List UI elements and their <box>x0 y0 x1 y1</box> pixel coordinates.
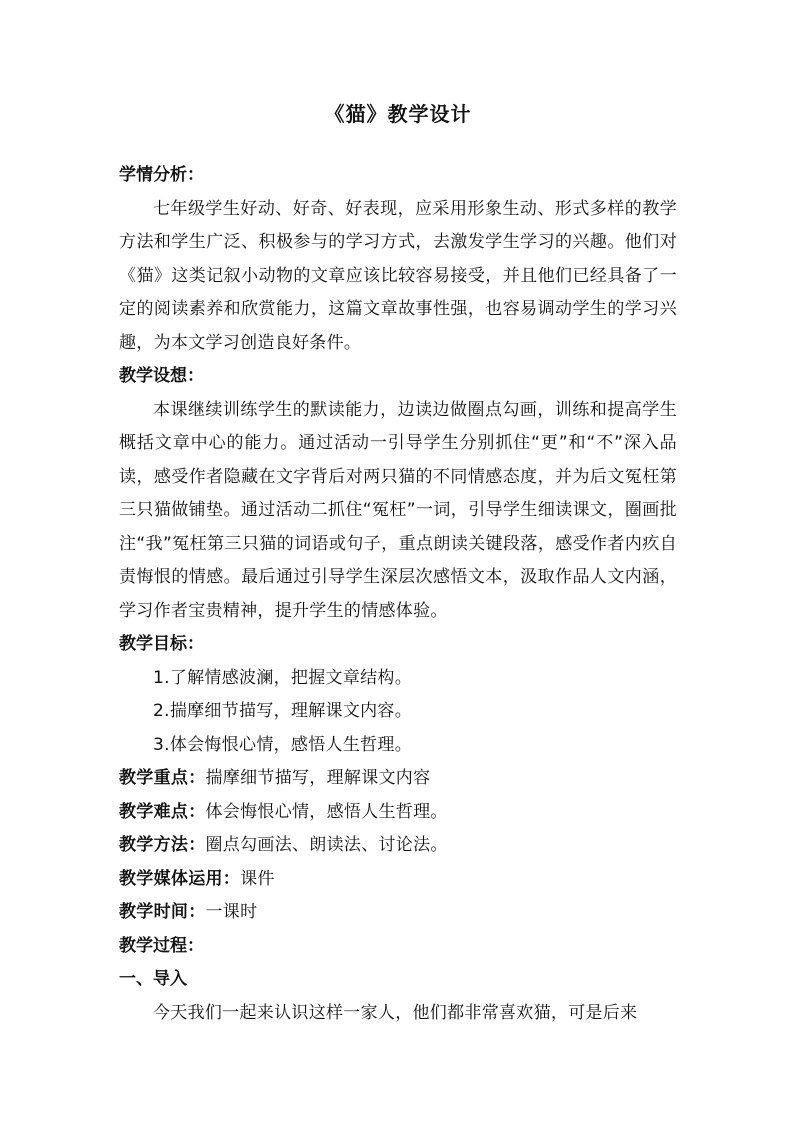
time-label: 教学时间： <box>119 902 206 922</box>
difficulty-label: 教学难点： <box>119 801 206 822</box>
paragraph-intro: 今天我们一起来认识这样一家人，他们都非常喜欢猫，可是后来 <box>153 1002 638 1023</box>
method-line <box>119 829 677 863</box>
section-heading-analysis: 学情分析： <box>119 165 204 185</box>
media-value: 课件 <box>240 868 275 889</box>
key-point-line <box>119 762 677 796</box>
difficulty-value: 体会悔恨心情，感悟人生哲理。 <box>205 801 448 822</box>
media-label: 教学媒体运用： <box>119 868 241 889</box>
method-label: 教学方法： <box>119 835 206 855</box>
goal-item-2: 2.揣摩细节描写，理解课文内容。 <box>153 701 413 721</box>
paragraph-concept: 本课继续训练学生的默读能力，边读边做圈点勾画，训练和提高学生概括文章中心的能力。通过活动一引导学生分别抓住“更”和“不”深入品读，感受作者隐藏在文字背后对两只猫的不同情感态度，并为后文冤枉第三只猫做铺垫。通过活动二抓住“冤枉”一词，引导学生细读课文，圈画批注“我”冤枉第三只猫的词语或句子，重点朗读关键段落，感受作者内疚自责悔恨的情感。最后通过引导学生深层次感悟文本，汲取作品人文内涵，学习作者宝贵精神，提升学生的情感体验。 <box>119 399 677 621</box>
time-line <box>119 896 677 930</box>
paragraph-analysis: 七年级学生好动、好奇、好表现，应采用形象生动、形式多样的教学方法和学生广泛、积极参与的学习方式，去激发学生学习的兴趣。他们对《猫》这类记叙小动物的文章应该比较容易接受，并且他们已经具备了一定的阅读素养和欣赏能力，这篇文章故事性强，也容易调动学生的学习兴趣，为本文学习创造良好条件。 <box>119 198 677 353</box>
section-heading-process: 教学过程： <box>119 935 204 956</box>
media-line <box>119 863 677 897</box>
goal-item-1: 1.了解情感波澜，把握文章结构。 <box>153 667 413 688</box>
method-value: 圈点勾画法、朗读法、讨论法。 <box>205 835 448 855</box>
section-heading-concept: 教学设想： <box>119 366 204 386</box>
document-title: 《猫》教学设计 <box>324 102 472 126</box>
step-heading-intro: 一、导入 <box>119 969 187 989</box>
time-value: 一课时 <box>205 902 258 922</box>
key-point-label: 教学重点： <box>119 768 206 788</box>
difficulty-line <box>119 796 677 830</box>
section-heading-goals: 教学目标： <box>119 634 204 654</box>
key-point-value: 揣摩细节描写，理解课文内容 <box>205 768 431 788</box>
goal-item-3: 3.体会悔恨心情，感悟人生哲理。 <box>153 734 413 755</box>
